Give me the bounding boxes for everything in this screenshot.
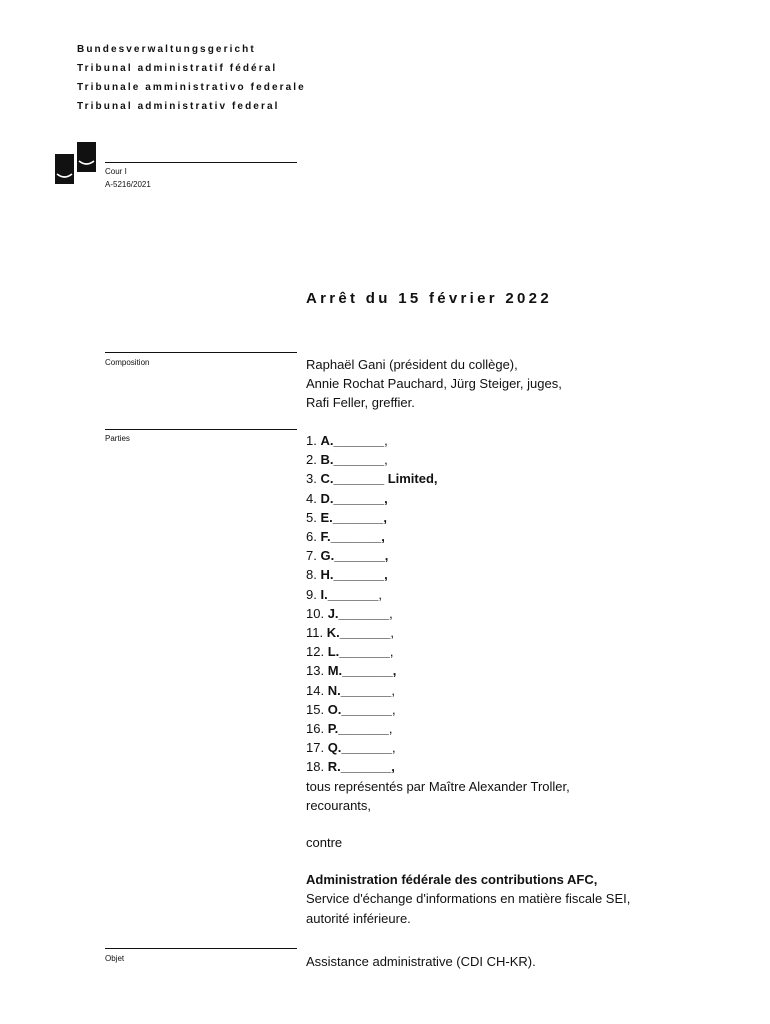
party-item bbox=[306, 527, 630, 546]
parties-text bbox=[306, 431, 630, 928]
party-number: 18. bbox=[306, 759, 328, 775]
objet-text: Assistance administrative (CDI CH-KR). bbox=[306, 954, 536, 969]
party-name: J._______ bbox=[327, 605, 390, 621]
party-suffix: , bbox=[390, 625, 394, 641]
party-name: C._______ Limited, bbox=[320, 471, 438, 487]
party-item bbox=[306, 546, 630, 565]
party-number: 10. bbox=[306, 605, 328, 621]
party-suffix: , bbox=[391, 682, 395, 698]
party-list bbox=[306, 431, 630, 777]
recourants-label: recourants, bbox=[306, 797, 372, 813]
party-number: 14. bbox=[306, 682, 328, 698]
parties-rule bbox=[105, 429, 297, 430]
party-number: 1. bbox=[306, 433, 321, 448]
party-name: G._______, bbox=[320, 548, 389, 564]
court-logo-icon bbox=[55, 142, 97, 184]
party-name: F._______, bbox=[320, 529, 385, 545]
objet-label: Objet bbox=[105, 954, 125, 963]
party-name: R._______, bbox=[327, 759, 395, 775]
party-item bbox=[306, 431, 630, 450]
composition-line: Annie Rochat Pauchard, Jürg Steiger, juges, bbox=[306, 376, 562, 392]
party-name: N._______ bbox=[327, 682, 392, 698]
party-name: K._______ bbox=[326, 625, 391, 641]
party-item bbox=[306, 469, 630, 488]
party-number: 9. bbox=[306, 586, 321, 602]
objet-rule bbox=[105, 948, 297, 949]
party-number: 17. bbox=[306, 740, 328, 756]
party-number: 2. bbox=[306, 452, 321, 468]
party-number: 16. bbox=[306, 721, 328, 737]
court-name-de: Bundesverwaltungsgericht bbox=[77, 44, 256, 55]
party-item bbox=[306, 604, 630, 623]
page-title: Arrêt du 15 février 2022 bbox=[306, 290, 552, 307]
case-number: A-5216/2021 bbox=[105, 180, 151, 189]
chamber-label: Cour I bbox=[105, 167, 127, 176]
party-suffix: , bbox=[389, 605, 393, 621]
party-number: 12. bbox=[306, 644, 328, 660]
party-number: 15. bbox=[306, 701, 328, 717]
party-item bbox=[306, 508, 630, 527]
party-item bbox=[306, 681, 630, 700]
party-name: L._______ bbox=[327, 644, 390, 660]
party-name: Q._______ bbox=[327, 740, 393, 756]
party-name: P._______ bbox=[327, 721, 389, 737]
party-number: 8. bbox=[306, 567, 321, 583]
party-name: D._______, bbox=[320, 490, 388, 506]
header-rule bbox=[105, 162, 297, 163]
party-suffix: , bbox=[384, 433, 388, 448]
court-name-rm: Tribunal administrativ federal bbox=[77, 101, 280, 112]
party-name: M._______, bbox=[327, 663, 397, 679]
party-suffix: , bbox=[392, 701, 396, 717]
party-number: 13. bbox=[306, 663, 328, 679]
party-number: 6. bbox=[306, 529, 321, 545]
party-number: 3. bbox=[306, 471, 321, 487]
court-name-fr: Tribunal administratif fédéral bbox=[77, 63, 278, 74]
party-item bbox=[306, 642, 630, 661]
party-suffix: , bbox=[389, 644, 394, 660]
party-item bbox=[306, 719, 630, 738]
party-suffix: , bbox=[388, 721, 393, 737]
parties-label: Parties bbox=[105, 434, 130, 443]
party-number: 11. bbox=[306, 625, 327, 641]
party-name: A._______ bbox=[320, 433, 385, 448]
representation-line: tous représentés par Maître Alexander Troller, bbox=[306, 778, 570, 794]
composition-rule bbox=[105, 352, 297, 353]
court-name-it: Tribunale amministrativo federale bbox=[77, 82, 306, 93]
composition-line: Rafi Feller, greffier. bbox=[306, 395, 415, 411]
party-suffix: , bbox=[378, 586, 382, 602]
party-item bbox=[306, 661, 630, 680]
authority-role: autorité inférieure. bbox=[306, 910, 411, 926]
party-suffix: , bbox=[384, 452, 388, 468]
authority-service: Service d'échange d'informations en matière fiscale SEI, bbox=[306, 891, 631, 907]
party-item bbox=[306, 738, 630, 757]
court-names bbox=[77, 40, 306, 116]
party-name: O._______ bbox=[327, 701, 393, 717]
party-number: 5. bbox=[306, 509, 321, 525]
party-number: 7. bbox=[306, 548, 321, 564]
party-item bbox=[306, 450, 630, 469]
contre-label: contre bbox=[306, 835, 343, 851]
party-item bbox=[306, 489, 630, 508]
party-item bbox=[306, 757, 630, 776]
party-item bbox=[306, 700, 630, 719]
party-name: B._______ bbox=[320, 452, 385, 468]
party-item bbox=[306, 623, 630, 642]
party-name: E._______, bbox=[320, 509, 387, 525]
composition-line: Raphaël Gani (président du collège), bbox=[306, 357, 518, 372]
party-number: 4. bbox=[306, 490, 321, 506]
party-name: I._______ bbox=[320, 586, 379, 602]
party-name: H._______, bbox=[320, 567, 388, 583]
party-item bbox=[306, 585, 630, 604]
composition-text bbox=[306, 355, 562, 413]
party-suffix: , bbox=[392, 740, 396, 756]
party-item bbox=[306, 565, 630, 584]
authority-name: Administration fédérale des contributions AFC, bbox=[306, 872, 598, 888]
composition-label: Composition bbox=[105, 358, 150, 367]
